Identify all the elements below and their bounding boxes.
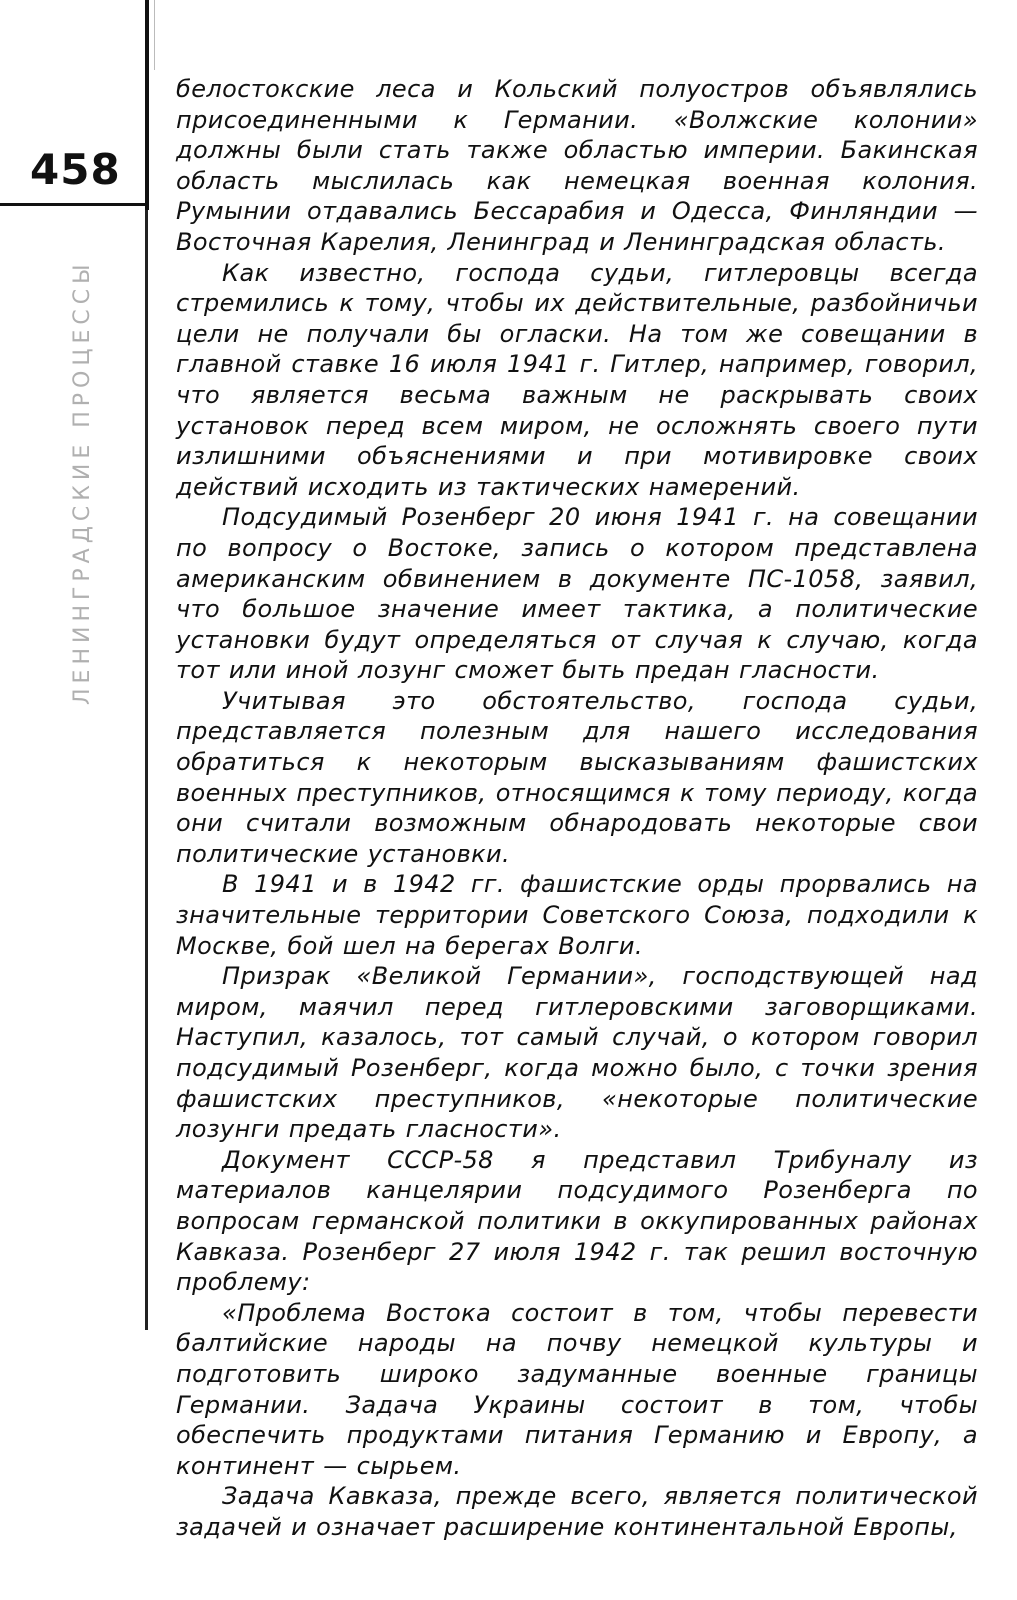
quote-paragraph: Задача Кавказа, прежде всего, является политической задачей и означает расширение континентальной Европы, xyxy=(176,1482,978,1541)
paragraph: Учитывая это обстоятельство, господа судьи, представляется полезным для нашего исследования обратиться к некоторым высказываниям фашистских военных преступников, относящимся к тому периоду, когда они считали возможным обнародовать некоторые свои политические установки. xyxy=(176,686,978,868)
paragraph: Как известно, господа судьи, гитлеровцы всегда стремились к тому, чтобы их действительные, разбойничьи цели не получали бы огласки. На том же совещании в главной ставке 16 июля 1941 г. Гитлер, например, говорил, что является весьма важным не раскрывать своих установок перед всем миром, не осложнять своего пути излишними объяснениями и при мотивировке своих действий исходить из тактических намерений. xyxy=(176,258,978,501)
paragraph: Подсудимый Розенберг 20 июня 1941 г. на совещании по вопросу о Востоке, запись о котором представлена американским обвинением в документе ПС-1058, заявил, что большое значение имеет тактика, а политические установки будут определяться от случая к случаю, когда тот или иной лозунг сможет быть предан гласности. xyxy=(176,503,978,685)
paragraph: Призрак «Великой Германии», господствующей над миром, маячил перед гитлеровскими заговорщиками. Наступил, казалось, тот самый случай, о котором говорил подсудимый Розенберг, когда можно было, с точки зрения фашистских преступников, «некоторые политические лозунги предать гласности». xyxy=(176,962,978,1144)
margin-rule-top xyxy=(145,0,149,210)
text-column xyxy=(176,74,978,1543)
paragraph: В 1941 и в 1942 гг. фашистские орды прорвались на значительные территории Советского Союза, подходили к Москве, бой шел на берегах Волги. xyxy=(176,870,978,960)
paragraph: Документ СССР-58 я представил Трибуналу из материалов канцелярии подсудимого Розенберга по вопросам германской политики в оккупированных районах Кавказа. Розенберг 27 июля 1942 г. так решил восточную проблему: xyxy=(176,1145,978,1297)
quote-paragraph: «Проблема Востока состоит в том, чтобы перевести балтийские народы на почву немецкой культуры и подготовить широко задуманные военные границы Германии. Задача Украины состоит в том, чтобы обеспечить продуктами питания Германию и Европу, а континент — сырьем. xyxy=(176,1298,978,1480)
page-number: 458 xyxy=(30,145,121,194)
spine-watermark: ЛЕНИНГРАДСКИЕ ПРОЦЕССЫ xyxy=(70,259,95,705)
paragraph: белостокские леса и Кольский полуостров объявлялись присоединенными к Германии. «Волжские колонии» должны были стать также областью империи. Бакинская область мыслилась как немецкая военная колония. Румынии отдавались Бессарабия и Одесса, Финляндии — Восточная Карелия, Ленинград и Ленинградская область. xyxy=(176,75,978,256)
margin-rule xyxy=(145,210,148,1330)
rule-hairline xyxy=(154,0,155,70)
page-number-rule xyxy=(0,203,147,206)
